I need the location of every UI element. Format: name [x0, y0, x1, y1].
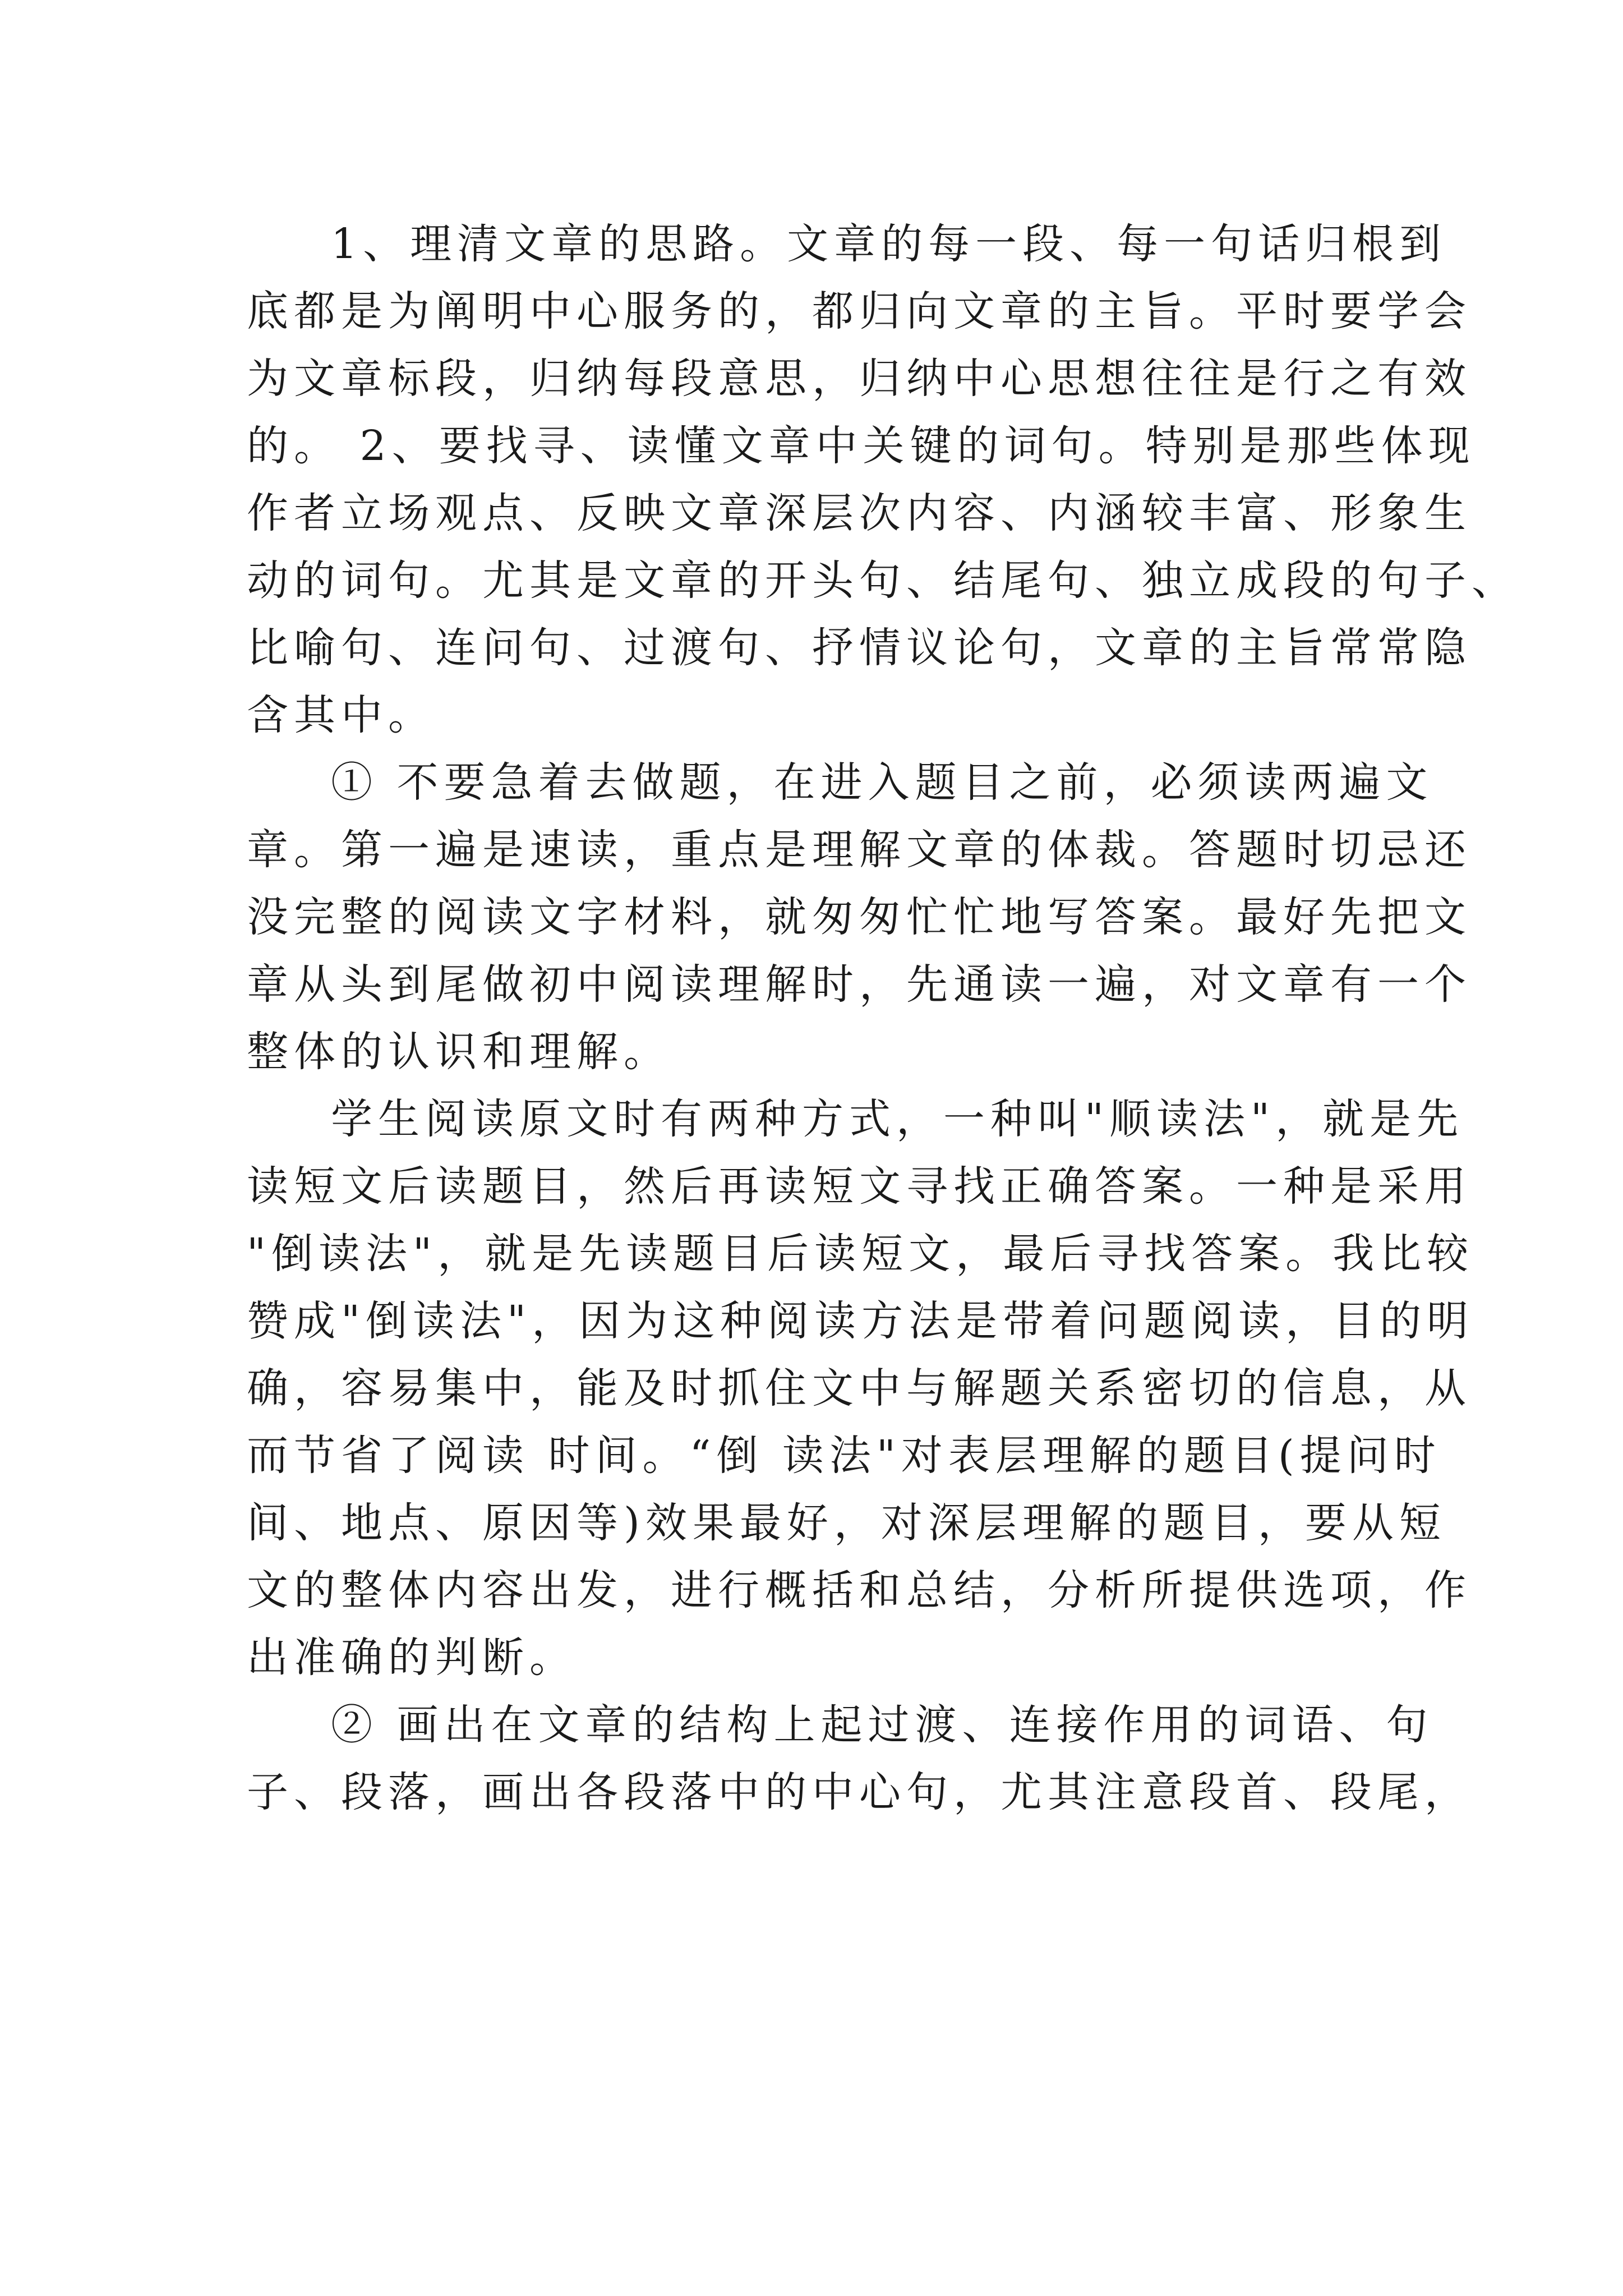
text-line: 子、段落，画出各段落中的中心句，尤其注意段首、段尾，	[247, 1768, 1472, 1816]
text-line: 学生阅读原文时有两种方式，一种叫"顺读法"，就是先	[331, 1095, 1464, 1143]
document-body	[247, 210, 1519, 1826]
text-line: 章从头到尾做初中阅读理解时，先通读一遍，对文章有一个	[247, 960, 1472, 1009]
text-line: ① 不要急着去做题，在进入题目之前，必须读两遍文	[331, 758, 1433, 807]
text-line: 动的词句。尤其是文章的开头句、结尾句、独立成段的句子、	[247, 556, 1519, 605]
text-line: 确，容易集中，能及时抓住文中与解题关系密切的信息，从	[247, 1364, 1472, 1412]
text-line: 1、理清文章的思路。文章的每一段、每一句话归根到	[331, 220, 1447, 268]
text-line: 为文章标段，归纳每段意思，归纳中心思想往往是行之有效	[247, 355, 1472, 403]
text-line: 文的整体内容出发，进行概括和总结，分析所提供选项，作	[247, 1566, 1472, 1614]
text-line: ② 画出在文章的结构上起过渡、连接作用的词语、句	[331, 1701, 1433, 1749]
text-line: 整体的认识和理解。	[247, 1028, 671, 1076]
text-line: 间、地点、原因等)效果最好，对深层理解的题目，要从短	[247, 1499, 1446, 1547]
text-line: 赞成"倒读法"，因为这种阅读方法是带着问题阅读，目的明	[247, 1297, 1474, 1345]
text-line: 而节省了阅读 时间。“倒 读法"对表层理解的题目(提问时	[247, 1432, 1441, 1480]
text-line: 的。 2、要找寻、读懂文章中关键的词句。特别是那些体现	[247, 422, 1476, 470]
text-line: 章。第一遍是速读，重点是理解文章的体裁。答题时切忌还	[247, 826, 1472, 874]
text-line: 没完整的阅读文字材料，就匆匆忙忙地写答案。最好先把文	[247, 893, 1472, 941]
text-line: 底都是为阐明中心服务的，都归向文章的主旨。平时要学会	[247, 287, 1472, 335]
text-line: 作者立场观点、反映文章深层次内容、内涵较丰富、形象生	[247, 489, 1472, 537]
text-line: 含其中。	[247, 691, 435, 739]
text-line: 出准确的判断。	[247, 1634, 577, 1682]
text-line: 比喻句、连问句、过渡句、抒情议论句，文章的主旨常常隐	[247, 624, 1472, 672]
text-line: "倒读法"，就是先读题目后读短文，最后寻找答案。我比较	[247, 1230, 1474, 1278]
text-line: 读短文后读题目，然后再读短文寻找正确答案。一种是采用	[247, 1162, 1472, 1211]
